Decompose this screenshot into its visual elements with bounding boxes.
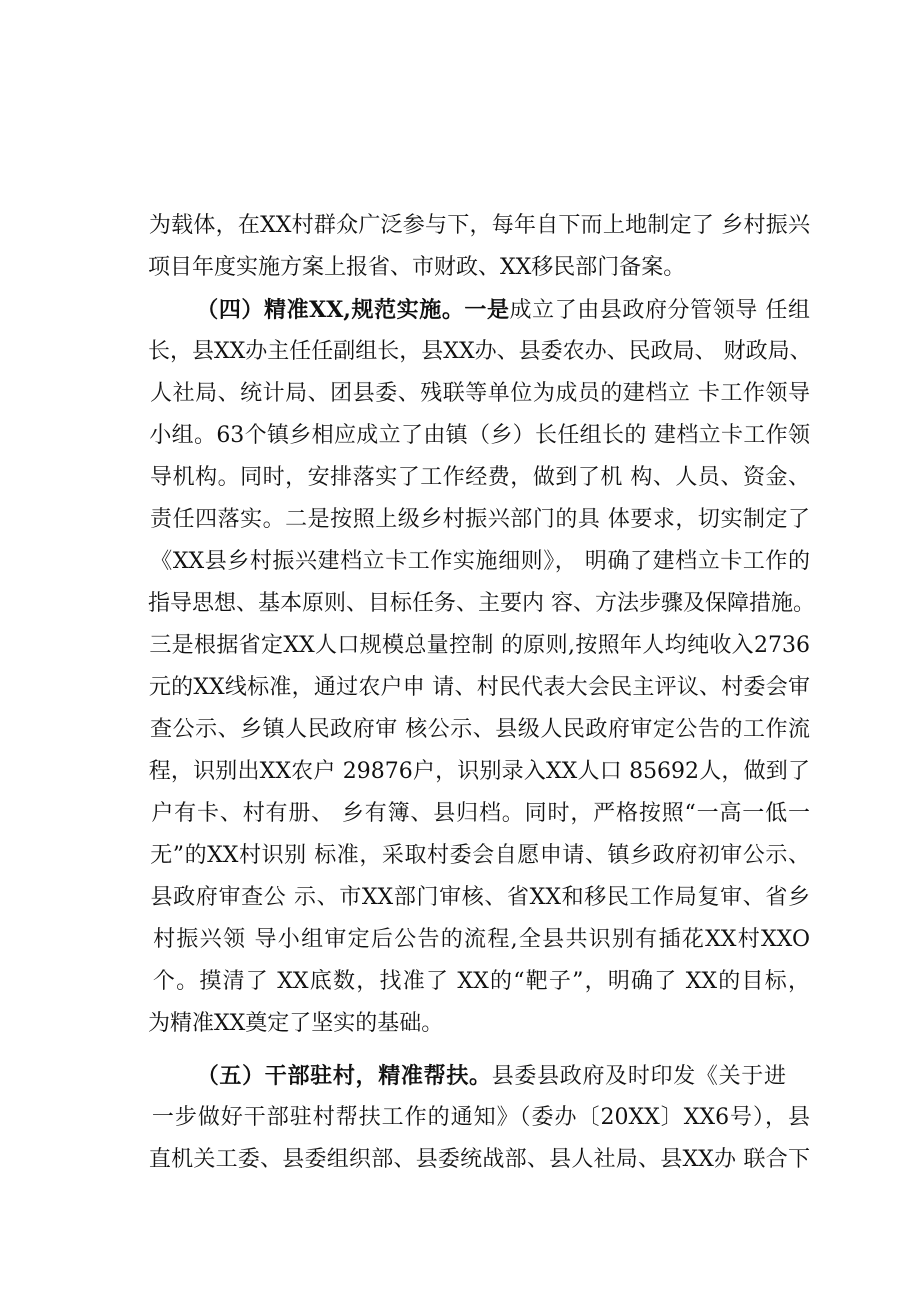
line-text: 《XX县乡村振兴建档立卡工作实施细则》， 明确了建档立卡工作的 <box>150 549 810 574</box>
line-text: 无”的XX村识别 标准，采取村委会自愿申请、镇乡政府初审公示、 <box>150 843 810 868</box>
line-text: 为载体，在XX村群众广泛参与下，每年自下而上地制定了 乡村振兴 <box>148 213 810 238</box>
text-line <box>120 1058 810 1130</box>
line-text: 县委县政府及时印发《关于进 <box>491 1064 786 1089</box>
section-heading: （四）精准XX,规范实施。一是 <box>196 297 510 323</box>
text-line <box>120 838 810 910</box>
line-text: 个。摸清了 XX底数，找准了 XX的“靶子”，明确了 XX的目标， <box>152 969 810 994</box>
line-text: 县政府审查公 示、市XX部门审核、省XX和移民工作局复审、省乡 <box>150 885 810 910</box>
line-text: 程，识别出XX农户 29876户，识别录入XX人口 85692人，做到了 <box>148 759 810 784</box>
text-line <box>120 292 812 364</box>
line-text: 查公示、乡镇人民政府审 核公示、县级人民政府审定公告的工作流 <box>150 717 810 742</box>
text-line <box>120 754 810 826</box>
text-line <box>120 586 810 658</box>
line-text: 项目年度实施方案上报省、市财政、XX移民部门备案。 <box>147 255 686 280</box>
line-text: 导机构。同时，安排落实了工作经费，做到了机 构、人员、资金、 <box>150 465 810 490</box>
line-text: 责任四落实。二是按照上级乡村振兴部门的具 体要求，切实制定了 <box>150 507 810 532</box>
text-line <box>120 418 810 490</box>
text-line <box>120 376 810 448</box>
text-line <box>120 1100 810 1172</box>
text-line <box>120 964 810 1036</box>
text-line <box>120 796 810 868</box>
line-text: 一步做好干部驻村帮扶工作的通知》（委办〔20XX〕XX6号），县 <box>151 1105 810 1130</box>
line-text: 小组。63个镇乡相应成立了由镇（乡）长任组长的 建档立卡工作领 <box>149 423 810 448</box>
line-text: 为精准XX奠定了坚实的基础。 <box>147 1011 444 1036</box>
section-heading: （五）干部驻村，精准帮扶。 <box>196 1063 492 1089</box>
line-text: 直机关工委、县委组织部、县委统战部、县人社局、县XX办 联合下 <box>148 1147 810 1172</box>
text-line <box>120 628 810 700</box>
line-text: 人社局、统计局、团县委、残联等单位为成员的建档立 卡工作领导 <box>150 381 810 406</box>
section-heading-line <box>166 1016 786 1089</box>
line-text: 成立了由县政府分管领导 任组 <box>509 298 810 323</box>
line-text: 长，县XX办主任任副组长，县XX办、县委农办、民政局、 财政局、 <box>147 339 812 364</box>
text-line <box>120 544 815 616</box>
text-line <box>120 922 810 994</box>
text-line <box>120 334 810 406</box>
line-text: 指导思想、基本原则、目标任务、主要内 容、方法步骤及保障措施。 <box>147 591 815 616</box>
text-line <box>120 712 810 784</box>
line-text: 村振兴领 导小组审定后公告的流程,全县共识别有插花XX村XXO <box>153 927 810 952</box>
line-text: 三是根据省定XX人口规模总量控制 的原则,按照年人均纯收入2736 <box>149 633 810 658</box>
line-text: 元的XX线标准，通过农户申 请、村民代表大会民主评议、村委会审 <box>148 675 810 700</box>
text-line <box>120 166 810 238</box>
text-line <box>120 670 810 742</box>
text-line <box>120 880 810 952</box>
text-line <box>120 502 810 574</box>
line-text: 户有卡、村有册、 乡有簿、县归档。同时，严格按照“一高一低一 <box>151 801 810 826</box>
section-heading-line <box>166 250 810 323</box>
text-line <box>120 208 810 280</box>
text-line <box>120 460 810 532</box>
